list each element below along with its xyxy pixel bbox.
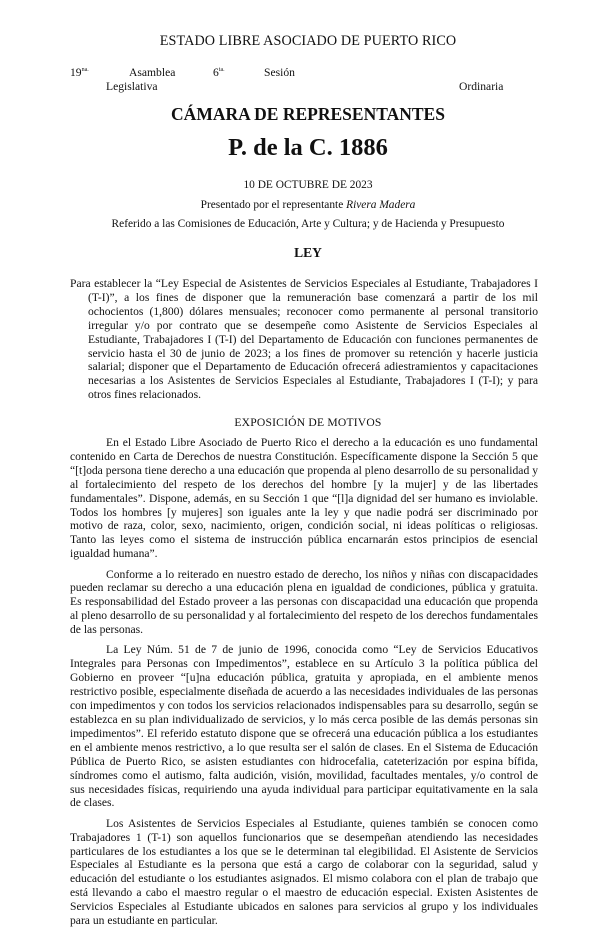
representative-name: Rivera Madera [346,199,416,211]
referred-committees: Referido a las Comisiones de Educación, Arte y Cultura; y de Hacienda y Presupuesto [111,218,505,230]
assembly-word: Asamblea [129,66,176,79]
ley-heading: LEY [294,245,322,260]
presented-by: Presentado por el representante Rivera Madera [200,199,416,211]
bill-date: 10 DE OCTUBRE DE 2023 [243,179,373,191]
assembly-number: $19^{na.}$ [70,66,89,79]
paragraph: La Ley Núm. 51 de 7 de junio de 1996, conocida como “Ley de Servicios Educativos Integrales para Personas con Impedimentos”, establece en su Artículo 3 la política pública del Gobierno en proveer “[u]na educación pública, gratuita y apropiada, en el ambiente menos restrictivo posible, especialmente diseñada de acuerdo a las necesidades individuales de las personas con impedimentos y con todos los servicios relacionados indispensables para su desarrollo, según se establezca en su plan individualizado de servicios, y lo más cerca posible de las demás personas sin impedimentos”. El referido estatuto dispone que se ofrecerá una educación pública a los estudiantes en el ambiente menos restrictivo, a lo que resulta ser el salón de clases. En el Sistema de Educación Pública de Puerto Rico, se asisten estudiantes con hidrocefalia, cateterización por espina bífida, síndromes como el autismo, falta audición, visión, movilidad, facultades mentales, y/o control de sus necesidades físicas, requiriendo una ayuda individual para participar equitativamente en la sala de clases. [70,643,538,810]
legislativa-word: Legislativa [106,80,158,93]
session-word: Sesión [264,66,295,79]
assembly-session-info [70,66,520,96]
ordinaria-word: Ordinaria [459,80,504,93]
paragraph: Conforme a lo reiterado en nuestro estado de derecho, los niños y niñas con discapacidades pueden reclamar su derecho a una educación plena en igualdad de condiciones, pública y gratuita. Es responsabilidad del Estado proveer a las personas con discapacidad una educación que propenda al pleno desarrollo de su personalidad y al fortalecimiento del respeto de los derechos fundamentales de las personas. [70,567,538,637]
session-number: $6^{ta.}$ [213,66,225,79]
exposicion-body [70,436,538,934]
paragraph: Los Asistentes de Servicios Especiales al Estudiante, quienes también se conocen como Trabajadores 1 (T-1) son aquellos funcionarios que se desempeñan atendiendo las necesidades particulares de los estudiantes a los que se le determinan tal elegibilidad. El Asistente de Servicios Especiales al Estudiante es la persona que está a cargo de colaborar con la seguridad, salud y educación del estudiante o los estudiantes asignados. El mismo colabora con el plan de trabajo que está llevando a cabo el maestro regular o el maestro de educación especial. Existen Asistentes de Servicios Especiales al Estudiante ubicados en salones para servicios al grupo y los individuales para un estudiante en particular. [70,816,538,928]
bill-number: P. de la C. 1886 [228,134,388,161]
chamber-title: CÁMARA DE REPRESENTANTES [171,104,445,124]
bill-purpose: Para establecer la “Ley Especial de Asistentes de Servicios Especiales al Estudiante, Trabajadores I (T-I)”, a los fines de disponer que la remuneración base comenzará a partir de los mil ochocientos (1,800) dólares mensuales; reconocer como permanente al personal transitorio irregular y/o por contrato que se desempeñe como Asistente de Servicios Especiales al Estudiante, Trabajadores I (T-I) del Departamento de Educación con funciones permanentes de servicio hasta el 30 de junio de 2023; a los fines de promover su retención y hacerle justicia salarial; disponer que el Departamento de Educación ofrecerá adiestramientos y capacitaciones necesarias a los Asistentes de Servicios Especiales al Estudiante, Trabajadores I (T-I); y para otros fines relacionados. [70,277,538,402]
government-header: ESTADO LIBRE ASOCIADO DE PUERTO RICO [159,33,457,49]
exposicion-heading: EXPOSICIÓN DE MOTIVOS [234,416,382,429]
paragraph: En el Estado Libre Asociado de Puerto Rico el derecho a la educación es uno fundamental contenido en Carta de Derechos de nuestra Constitución. Específicamente dispone la Sección 5 que “[t]oda persona tiene derecho a una educación que propenda al pleno desarrollo de su personalidad y al fortalecimiento del respeto de los derechos del hombre [y la mujer] y de las libertades fundamentales”. Dispone, además, en su Sección 1 que “[l]a dignidad del ser humano es inviolable. Todos los hombres [y mujeres] son iguales ante la ley y que nadie podrá ser discriminado por motivo de raza, color, sexo, nacimiento, origen, condición social, ni ideas políticas o religiosas. Tanto las leyes como el sistema de instrucción pública encarnarán estos principios de esencial igualdad humana”. [70,436,538,561]
